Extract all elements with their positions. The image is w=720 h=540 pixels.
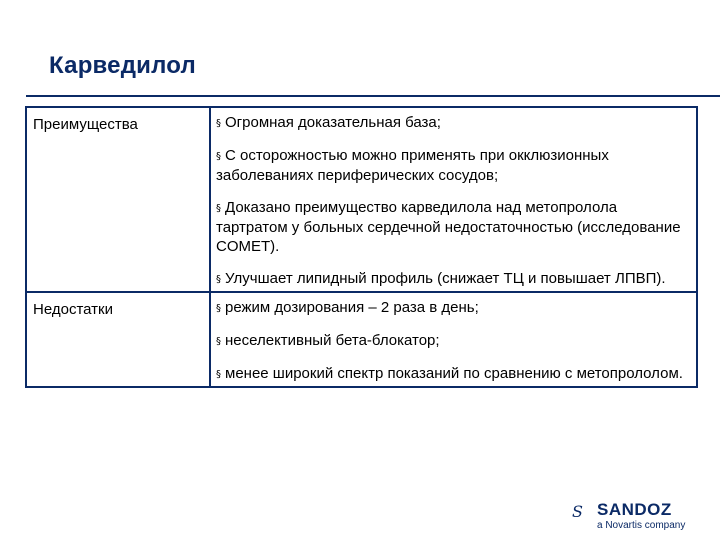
bullet-icon: § bbox=[216, 274, 221, 285]
slide-title: Карведилол bbox=[49, 52, 196, 79]
bullet-icon: § bbox=[216, 336, 221, 347]
list-item: § неселективный бета-блокатор; bbox=[216, 332, 440, 349]
row-label-advantages: Преимущества bbox=[26, 107, 210, 292]
title-divider bbox=[26, 95, 720, 97]
list-item: § Доказано преимущество карведилола над метопролола тартратом у больных сердечной недостаточностью (исследование COMET). bbox=[216, 199, 681, 255]
row-label-disadvantages: Недостатки bbox=[26, 292, 210, 387]
list-item: § Огромная доказательная база; bbox=[216, 114, 441, 131]
bullet-icon: § bbox=[216, 151, 221, 162]
list-item: § менее широкий спектр показаний по сравнению с метопрололом. bbox=[216, 365, 683, 382]
sandoz-mark-icon: S bbox=[572, 502, 583, 521]
disadvantages-list bbox=[210, 292, 697, 387]
advantages-list bbox=[210, 107, 697, 292]
comparison-table bbox=[25, 106, 698, 388]
logo-name: SANDOZ bbox=[597, 500, 672, 519]
bullet-icon: § bbox=[216, 369, 221, 380]
table-row-advantages bbox=[26, 107, 697, 292]
bullet-icon: § bbox=[216, 203, 221, 214]
table-row-disadvantages bbox=[26, 292, 697, 387]
list-item: § режим дозирования – 2 раза в день; bbox=[216, 299, 479, 316]
bullet-icon: § bbox=[216, 118, 221, 129]
logo-subtitle: a Novartis company bbox=[597, 520, 686, 531]
sandoz-logo bbox=[572, 500, 702, 534]
bullet-icon: § bbox=[216, 303, 221, 314]
list-item: § С осторожностью можно применять при окклюзионных заболеваниях периферических сосудов; bbox=[216, 147, 609, 184]
list-item: § Улучшает липидный профиль (снижает ТЦ и повышает ЛПВП). bbox=[216, 270, 666, 287]
